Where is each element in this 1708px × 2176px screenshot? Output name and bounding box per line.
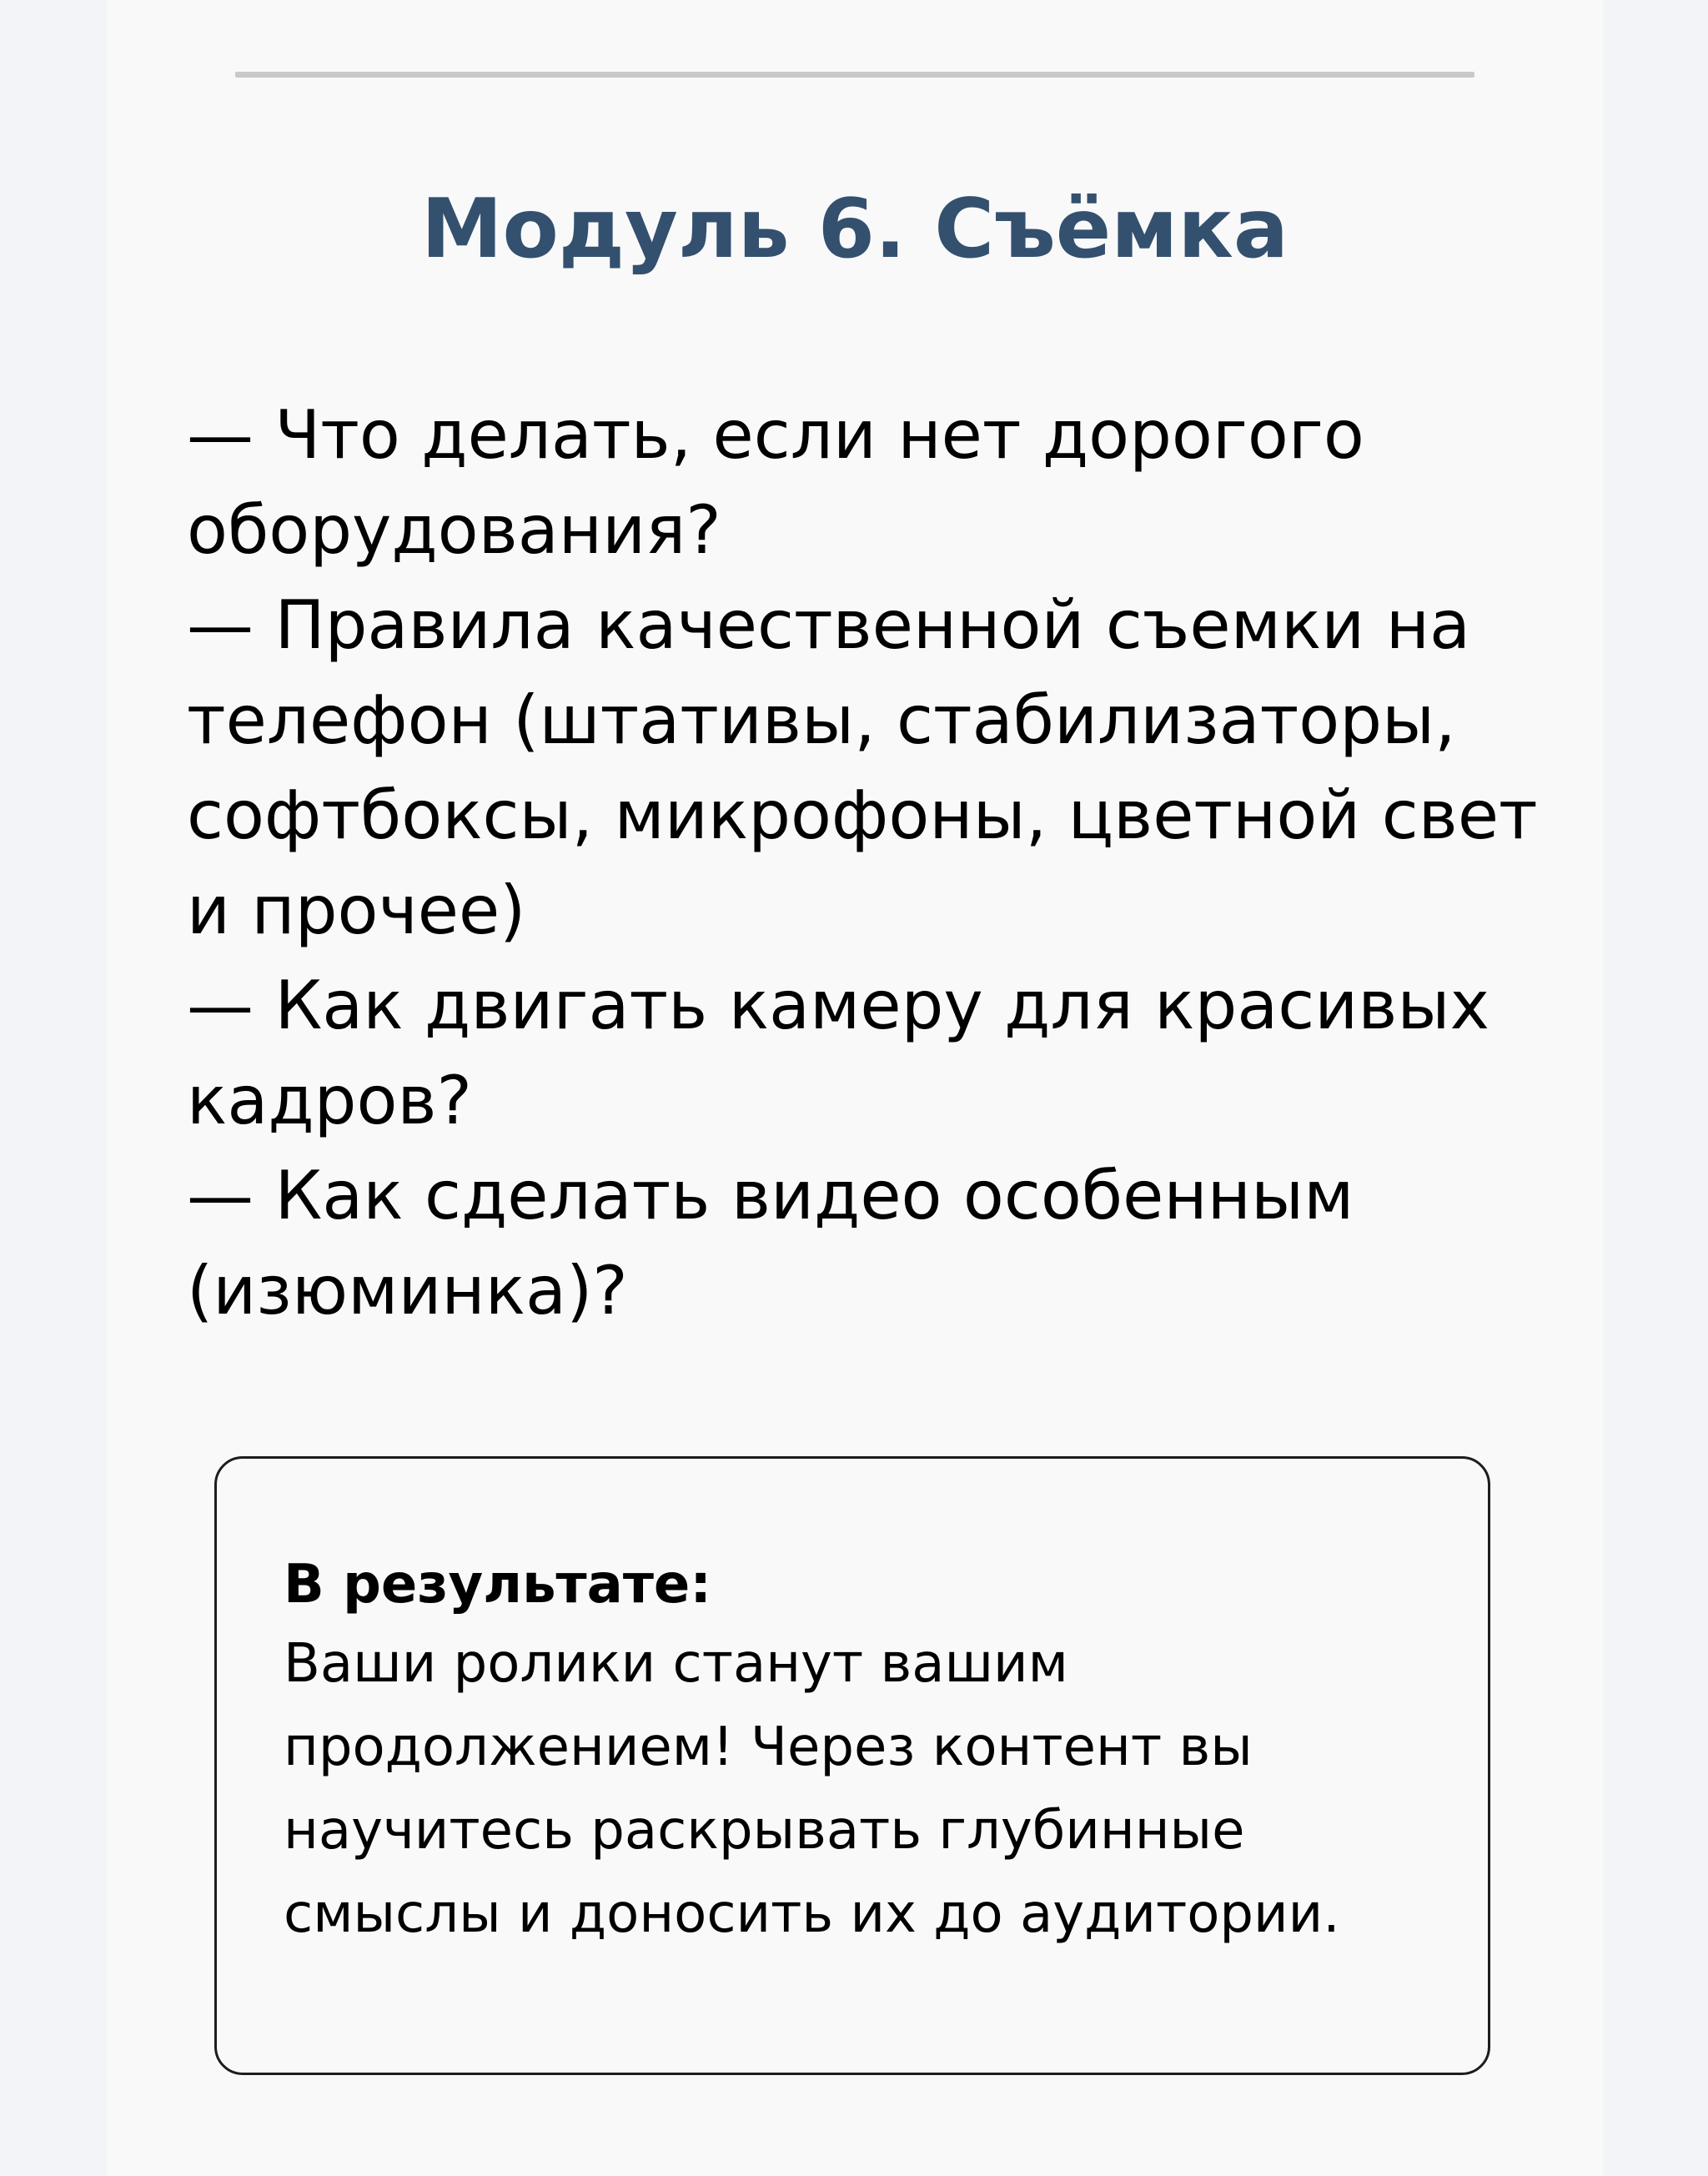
- list-item-text: Правила качественной съемки на телефон (штативы, стабилизаторы, софтбоксы, микрофоны, цветной свет и прочее): [187, 586, 1538, 949]
- list-item: [187, 1148, 1555, 1339]
- topic-list: [187, 388, 1555, 1339]
- list-item-text: Что делать, если нет дорогого оборудования?: [187, 396, 1364, 569]
- dash-marker: —: [187, 967, 254, 1044]
- dash-marker: —: [187, 586, 254, 664]
- list-item-text: Как сделать видео особенным (изюминка)?: [187, 1157, 1354, 1329]
- module-title: Модуль 6. Съёмка: [420, 182, 1289, 277]
- list-item-text: Как двигать камеру для красивых кадров?: [187, 967, 1489, 1139]
- result-text: Ваши ролики станут вашим продолжением! Через контент вы научитесь раскрывать глубинные смыслы и доносить их до аудитории.: [284, 1633, 1340, 1945]
- top-divider: [235, 72, 1474, 78]
- result-heading: В результате:: [284, 1554, 711, 1616]
- list-item: [187, 388, 1555, 578]
- list-item: [187, 958, 1555, 1148]
- dash-marker: —: [187, 1157, 254, 1234]
- dash-marker: —: [187, 396, 254, 474]
- page-card: [107, 0, 1603, 2176]
- list-item: [187, 578, 1555, 958]
